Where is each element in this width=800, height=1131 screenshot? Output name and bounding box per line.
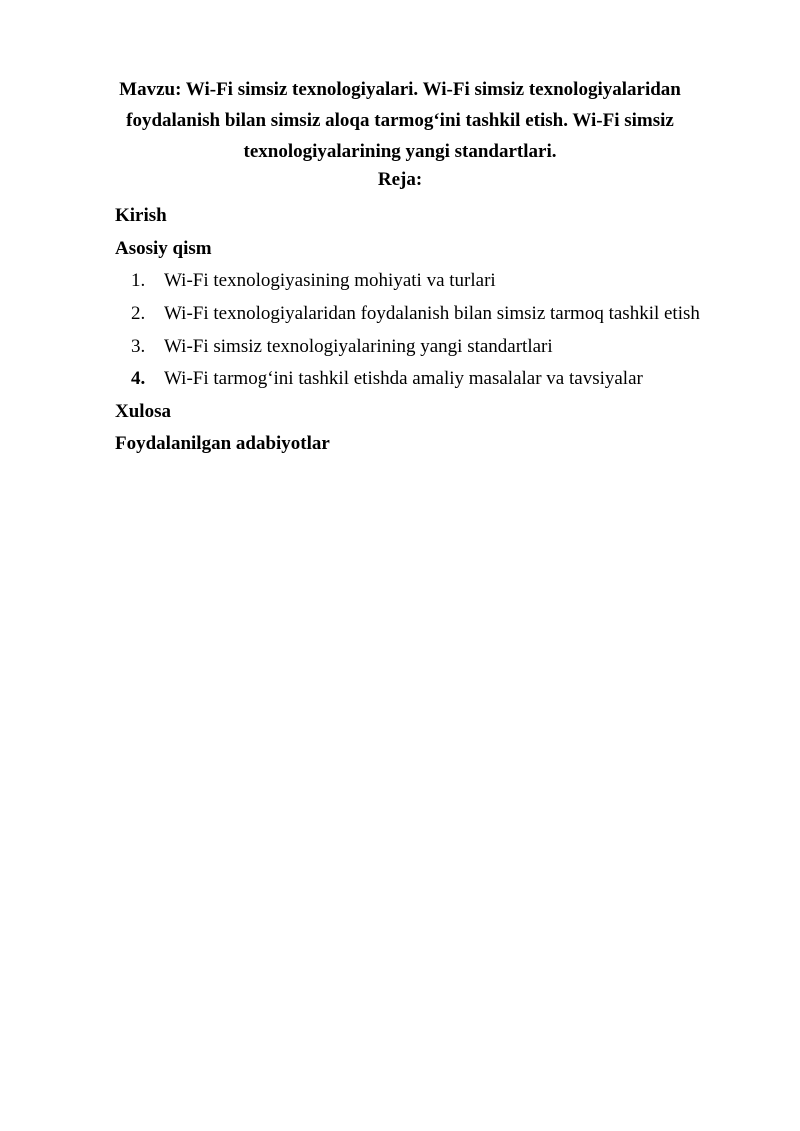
section-main-part: Asosiy qism — [115, 238, 212, 259]
list-item-number: 4. — [131, 368, 146, 389]
list-item: Wi-Fi simsiz texnologiyalarining yangi standartlari — [164, 336, 553, 357]
list-item: Wi-Fi texnologiyasining mohiyati va turlari — [164, 270, 496, 291]
section-intro: Kirish — [115, 205, 167, 226]
list-item: Wi-Fi tarmog‘ini tashkil etishda amaliy masalalar va tavsiyalar — [164, 368, 643, 389]
list-item-number: 3. — [131, 336, 146, 357]
section-conclusion: Xulosa — [115, 401, 171, 422]
list-item-number: 2. — [131, 303, 146, 324]
list-item-number: 1. — [131, 270, 146, 291]
list-item: Wi-Fi texnologiyalaridan foydalanish bilan simsiz tarmoq tashkil etish — [164, 303, 700, 324]
plan-heading: Reja: — [377, 169, 423, 190]
title-line-3: texnologiyalarining yangi standartlari. — [243, 141, 557, 162]
page-title — [115, 74, 685, 167]
title-line-1: Mavzu: Wi-Fi simsiz texnologiyalari. Wi-Fi simsiz texnologiyalaridan — [119, 79, 681, 100]
section-references: Foydalanilgan adabiyotlar — [115, 433, 330, 454]
title-line-2: foydalanish bilan simsiz aloqa tarmog‘ini tashkil etish. Wi-Fi simsiz — [126, 110, 674, 131]
